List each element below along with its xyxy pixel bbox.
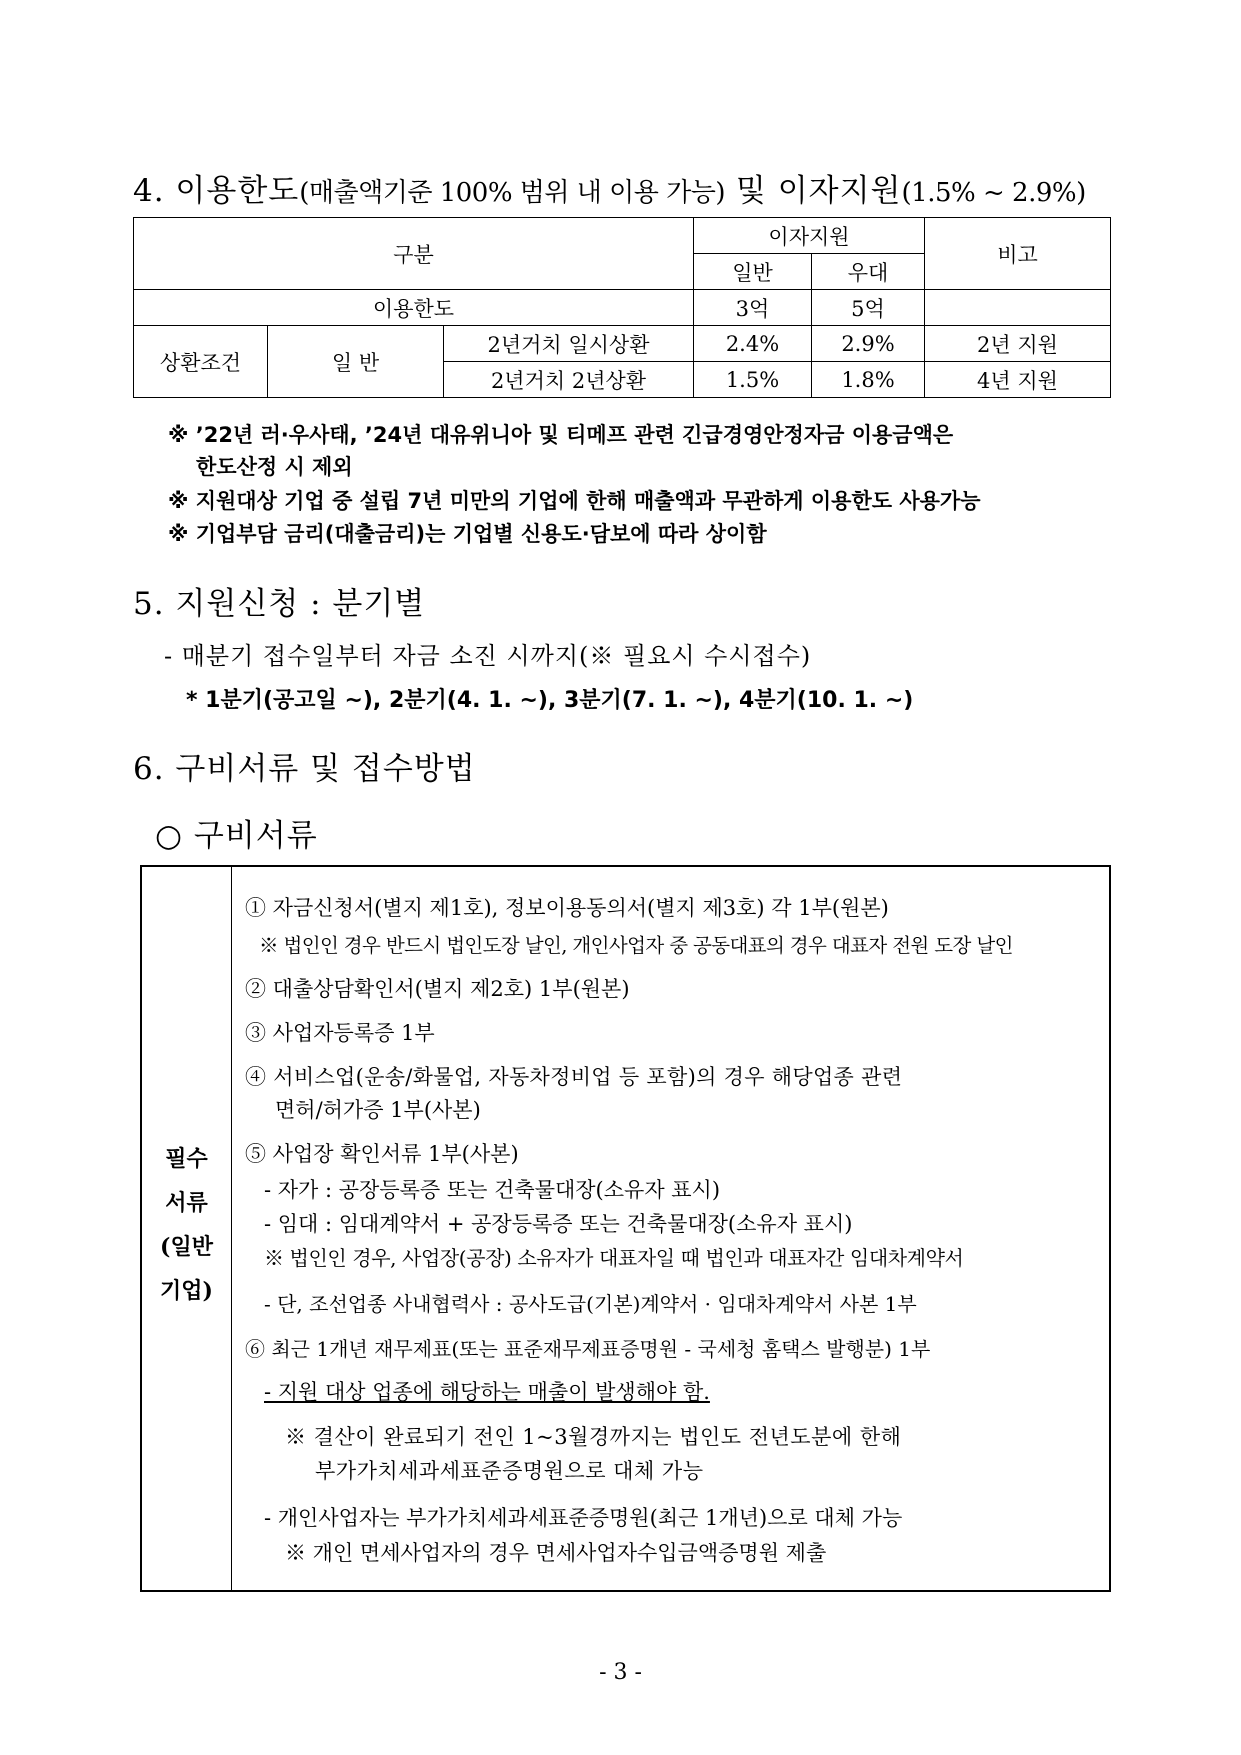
doc-item-1: ① 자금신청서(별지 제1호), 정보이용동의서(별지 제3호) 각 1부(원본): [245, 896, 889, 920]
doc-item-5-note: ※ 법인인 경우, 사업장(공장) 소유자가 대표자일 때 법인과 대표자간 임대차계약서: [264, 1246, 964, 1270]
repay-type: 일 반: [268, 326, 444, 398]
repay-method: 2년거치 2년상환: [444, 362, 694, 398]
header-category: 구분: [134, 218, 694, 290]
section5-title: 5. 지원신청 : 분기별: [133, 586, 426, 622]
doc-item-6-note-cont: 부가가치세과세표준증명원으로 대체 가능: [315, 1459, 704, 1483]
repay-method: 2년거치 일시상환: [444, 326, 694, 362]
section5-line2: * 1분기(공고일 ~), 2분기(4. 1. ~), 3분기(7. 1. ~), 4분기(10. 1. ~): [186, 688, 914, 713]
limit-label: 이용한도: [134, 290, 694, 326]
repay-remarks: 2년 지원: [925, 326, 1111, 362]
section4-title-small2: (1.5% ~ 2.9%): [901, 178, 1086, 208]
note-1-line2: 한도산정 시 제외: [196, 455, 353, 479]
doc-item-6-individual: - 개인사업자는 부가가치세과세표준증명원(최근 1개년)으로 대체 가능: [264, 1506, 903, 1530]
note-2: ※ 지원대상 기업 중 설립 7년 미만의 기업에 한해 매출액과 무관하게 이용한도 사용가능: [168, 489, 981, 513]
header-remarks: 비고: [925, 218, 1111, 290]
required-docs-label: [142, 1137, 231, 1313]
doc-item-4-cont: 면허/허가증 1부(사본): [275, 1098, 481, 1122]
doc-item-6-note: ※ 결산이 완료되기 전인 1~3월경까지는 법인도 전년도분에 한해: [285, 1425, 902, 1449]
doc-item-5-owned: - 자가 : 공장등록증 또는 건축물대장(소유자 표시): [264, 1178, 721, 1202]
note-1-line1: ※ ’22년 러·우사태, ’24년 대유위니아 및 티메프 관련 긴급경영안정자금 이용금액은: [168, 423, 954, 447]
doc-item-6-requirement: - 지원 대상 업종에 해당하는 매출이 발생해야 함.: [264, 1380, 710, 1404]
doc-item-4: ④ 서비스업(운송/화물업, 자동차정비업 등 포함)의 경우 해당업종 관련: [245, 1065, 903, 1089]
label-line: 기업): [160, 1278, 213, 1304]
section5-line1: - 매분기 접수일부터 자금 소진 시까지(※ 필요시 수시접수): [164, 642, 812, 670]
repay-general-rate: 2.4%: [694, 326, 812, 362]
repay-general-rate: 1.5%: [694, 362, 812, 398]
repay-remarks: 4년 지원: [925, 362, 1111, 398]
required-documents-box: [140, 865, 1111, 1592]
doc-item-1-note: ※ 법인인 경우 반드시 법인도장 날인, 개인사업자 중 공동대표의 경우 대표자 전원 도장 날인: [259, 934, 1013, 957]
section4-title: [133, 165, 1086, 210]
doc-item-5-leased: - 임대 : 임대계약서 + 공장등록증 또는 건축물대장(소유자 표시): [264, 1212, 853, 1236]
repay-preferred-rate: 1.8%: [812, 362, 925, 398]
section6-subtitle: ○ 구비서류: [155, 818, 318, 854]
label-line: 서류: [165, 1190, 208, 1216]
limit-preferred: 5억: [812, 290, 925, 326]
section6-title: 6. 구비서류 및 접수방법: [133, 751, 476, 787]
page-number: - 3 -: [599, 1660, 642, 1685]
doc-item-5: ⑤ 사업장 확인서류 1부(사본): [245, 1142, 519, 1166]
header-interest: 이자지원: [694, 218, 925, 254]
header-general: 일반: [694, 254, 812, 290]
repay-label: 상환조건: [134, 326, 268, 398]
header-preferred: 우대: [812, 254, 925, 290]
section4-title-small1: (매출액기준 100% 범위 내 이용 가능): [299, 178, 726, 208]
limit-remarks: [925, 290, 1111, 326]
limit-general: 3억: [694, 290, 812, 326]
doc-item-3: ③ 사업자등록증 1부: [245, 1021, 435, 1045]
box-divider: [231, 867, 232, 1590]
doc-item-6: ⑥ 최근 1개년 재무제표(또는 표준재무제표증명원 - 국세청 홈택스 발행분) 1부: [245, 1337, 931, 1361]
label-line: 필수: [165, 1146, 208, 1172]
doc-item-6-taxfree: ※ 개인 면세사업자의 경우 면세사업자수입금액증명원 제출: [285, 1541, 827, 1565]
limit-interest-table: [133, 217, 1111, 398]
section4-title-part2: 및 이자지원: [725, 173, 902, 209]
doc-item-2: ② 대출상담확인서(별지 제2호) 1부(원본): [245, 977, 630, 1001]
section4-title-part1: 4. 이용한도: [133, 173, 300, 209]
repay-preferred-rate: 2.9%: [812, 326, 925, 362]
note-3: ※ 기업부담 금리(대출금리)는 기업별 신용도·담보에 따라 상이함: [168, 522, 767, 546]
label-line: (일반: [160, 1234, 213, 1260]
doc-item-5-shipbuilding: - 단, 조선업종 사내협력사 : 공사도급(기본)계약서 · 임대차계약서 사본 1부: [264, 1292, 917, 1316]
